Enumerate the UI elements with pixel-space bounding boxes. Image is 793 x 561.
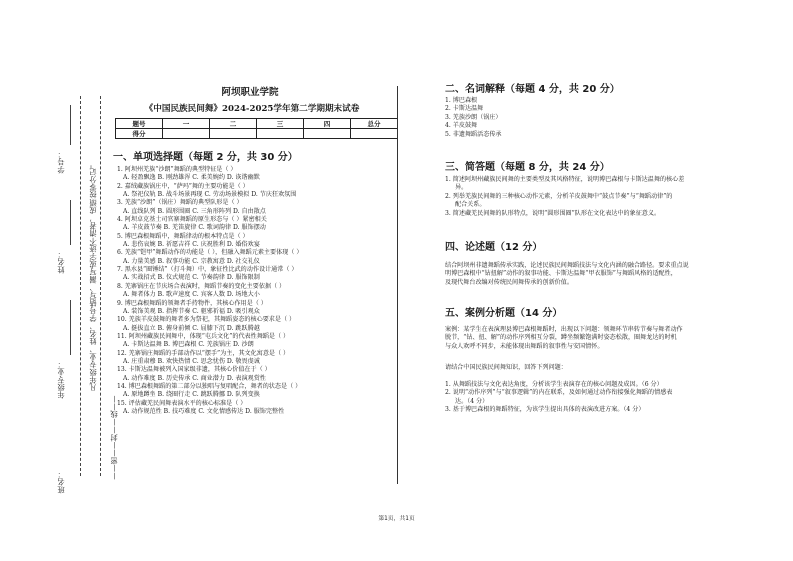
- major-underline: [70, 300, 71, 355]
- score-table-header-row: [116, 119, 398, 129]
- option-line: A. 祭祀仪轨 B. 战斗场景再现 C. 劳动场景模拟 D. 节庆狂欢氛围: [123, 191, 297, 199]
- seal-line-inner: [100, 96, 101, 476]
- seal-line-outer: [80, 96, 81, 476]
- name-underline: [70, 200, 71, 245]
- exam-title: 《中国民族民间舞》2024-2025学年第二学期期末试卷: [144, 104, 360, 114]
- score-cell: 四: [304, 119, 351, 129]
- option-line: A. 轻盈飘逸 B. 刚劲雄浑 C. 柔美婉约 D. 诙谐幽默: [123, 174, 260, 182]
- question-line: 配合关系。: [455, 201, 486, 209]
- score-cell: [163, 129, 210, 139]
- question-line: 7. 黑水县“圈锤结”（打斗舞）中，象征性比武的动作设计通常（ ）: [117, 266, 298, 274]
- question-line: 异。: [455, 184, 468, 192]
- question-line: 11. 阿坝州藏族民间舞中，体现“屯兵文化”的代表性舞蹈是（ ）: [117, 332, 290, 340]
- term-line: 2. 卡斯达温舞: [445, 105, 484, 113]
- section2-title: 二、名词解释（每题 4 分，共 20 分）: [445, 84, 620, 95]
- question-line: 8. 羌寨锅庄在节庆场合表演时，舞蹈节奏的变化主要依据（ ）: [117, 282, 286, 290]
- question-line: 12. 羌寨锅庄舞蹈的手部动作以“摆手”为主，其文化寓意是（ ）: [117, 349, 290, 357]
- option-line: A. 悲伤哀婉 B. 祈愿吉祥 C. 庆祝胜利 D. 婚俗欢宴: [123, 241, 260, 249]
- question-line: 14. 博巴森根舞蹈的第二部分以独唱与复唱配合，舞者的状态是（ ）: [117, 382, 302, 390]
- term-line: 1. 博巴森根: [445, 97, 478, 104]
- score-cell: 二: [210, 119, 257, 129]
- score-cell: [351, 129, 398, 139]
- score-cell: [304, 129, 351, 139]
- score-cell: 三: [257, 119, 304, 129]
- question-line: 2. 说明“动作序列”与“叙事逻辑”的内在联系，及如何通过动作衔接强化舞蹈的情感表: [445, 389, 673, 397]
- option-line: A. 卡斯达温舞 B. 博巴森根 C. 羌族锅庄 D. 沙朗: [123, 341, 254, 349]
- section1-title: 一、单项选择题（每题 2 分，共 30 分）: [113, 152, 298, 163]
- question-line: 6. 羌族“铠甲”舞蹈动作的功能是（ ），但融入舞蹈元素主要体现（ ）: [117, 249, 303, 257]
- question-line: 5. 博巴森根舞蹈中，舞蹈律动的根本特点是（ ）: [117, 232, 249, 240]
- page-number: 第1页，共1页: [378, 516, 415, 522]
- section2-terms: [445, 97, 502, 139]
- question-line: 13. 卡斯达温舞被列入国家级非遗，其核心价值在于（ ）: [117, 366, 271, 374]
- question-line: 1. 阿坝州羌族“沙朗”舞蹈的典型特征是（ ）: [117, 166, 237, 173]
- section4-title: 四、论述题（12 分）: [445, 242, 543, 253]
- question-line: 达。（4 分）: [455, 397, 489, 405]
- question-line: 2. 嘉绒藏族锅庄中，“萨玛”舞的主要功能是（ ）: [117, 182, 249, 190]
- question-line: 9. 博巴森根舞蹈的领舞者手持物件，其核心作用是（ ）: [117, 299, 267, 307]
- score-cell: 题号: [116, 119, 163, 129]
- column-divider: [397, 86, 398, 484]
- section1-questions: [117, 166, 302, 416]
- class-label: 班名：: [56, 470, 65, 494]
- option-line: A. 原地蹲坐 B. 绕圈行走 C. 跳跃腾挪 D. 队列变换: [123, 391, 260, 399]
- section3-title: 三、简答题（每题 8 分，共 24 分）: [445, 162, 610, 173]
- essay-line: 及现代舞台改编对传统民间舞传承的创新价值。: [445, 278, 573, 286]
- question-line: 3. 简述藏羌民间舞的队形特点，说明“圆形围圈”队形在文化表达中的象征意义。: [445, 209, 661, 217]
- question-line: 15. 评估藏羌民间舞表演水平的核心标准是（ ）: [117, 399, 247, 407]
- score-table-score-row: [116, 129, 398, 139]
- term-line: 4. 羊皮鼓舞: [445, 122, 478, 130]
- option-line: A. 挺拔直立 B. 俯身前倾 C. 屈膝下沉 D. 跳跃腾越: [123, 324, 260, 332]
- question-line: 1. 从舞蹈技法与文化表达角度，分析该学生表演存在的核心问题及成因。（6 分）: [445, 381, 663, 388]
- score-cell: [257, 129, 304, 139]
- option-line: A. 动作规范性 B. 技巧难度 C. 文化情感传达 D. 服饰完整性: [123, 407, 285, 415]
- question-line: 2. 列举羌族民间舞的三种核心动作元素，分析羊皮鼓舞中“鼓点节奏”与“舞蹈动律”的: [445, 192, 673, 200]
- case-line: 脱节，“钻、扭、解”的动作序列相互分裂，蹲坐频繁饱满时姿态松散，圈舞龙达的时机: [445, 334, 677, 342]
- section3-questions: [445, 176, 684, 218]
- student-notice: 凡年级专业、姓名、学号错写、漏写或字迹不清者，成绩按零分记。: [88, 160, 97, 391]
- score-cell: 总分: [351, 119, 398, 129]
- option-line: A. 直线队列 B. 圆形围圈 C. 三角形阵列 D. 自由散点: [123, 207, 266, 215]
- term-line: 5. 非遗舞蹈活态传承: [445, 130, 502, 138]
- question-line: 1. 简述阿坝州藏族民间舞的主要类型及其风格特征，说明博巴森根与卡斯达温舞的核心差: [445, 176, 685, 183]
- option-line: A. 羊皮鼓节奏 B. 羌笛旋律 C. 歌词韵律 D. 服饰摆动: [123, 224, 266, 232]
- name-label: 姓名：: [56, 250, 65, 274]
- term-line: 3. 羌族沙朗（锅庄）: [445, 113, 502, 121]
- section5-title: 五、案例分析题（14 分）: [445, 308, 563, 319]
- essay-line: 明博巴森根中“钻扭解”动作的叙事功能、卡斯达温舞“甲衣服饰”与舞蹈风格的适配性，: [445, 270, 677, 278]
- major-label: 年级专业：: [56, 360, 65, 399]
- question-line: 10. 羌族羊皮鼓舞的舞者多为祭祀，其舞蹈姿态的核心要求是（ ）: [117, 316, 296, 324]
- question-line: 3. 基于博巴森根的舞蹈特征，为该学生提出具体的表演改进方案。（4 分）: [445, 406, 645, 414]
- essay-line: 结合阿坝州非遗舞蹈传承实践，论述民族民间舞蹈技法与文化内涵的融合路径。要求重点说: [445, 262, 689, 269]
- question-line: 3. 羌族“沙朗”（锅庄）舞蹈的典型队形是（ ）: [117, 199, 243, 207]
- section5-prompt: 请结合中国民族民间舞知识，回答下列问题：: [445, 364, 567, 371]
- option-line: A. 庄重肃穆 B. 欢快热情 C. 思念忧伤 D. 敬畏虔诚: [123, 357, 260, 365]
- case-line: 与众人欢呼不同步，未能体现出舞蹈的叙事性与安国情怀。: [445, 342, 604, 350]
- seal-line-label: ——密——封——线——: [109, 395, 118, 480]
- score-cell: [210, 129, 257, 139]
- option-line: A. 实战招式 B. 仪式规范 C. 节奏韵律 D. 服饰限制: [123, 274, 260, 282]
- option-line: A. 动作难度 B. 历史传承 C. 商业潜力 D. 表演观赏性: [123, 374, 266, 382]
- score-cell: 一: [163, 119, 210, 129]
- section5-questions: [445, 381, 672, 415]
- option-line: A. 力量美感 B. 叙事功能 C. 宗教寓意 D. 社交礼仪: [123, 257, 260, 265]
- school-name: 阿坝职业学院: [221, 87, 279, 98]
- student-id-label: 学号：: [56, 150, 65, 174]
- question-line: 4. 阿坝卓克基土司官寨舞蹈的原生形态与（ ）紧密相关: [117, 216, 267, 224]
- section5-case: [445, 326, 683, 351]
- option-line: A. 舞者体力 B. 歌声速度 C. 宾客人数 D. 场地大小: [123, 291, 260, 299]
- score-cell: 得分: [116, 129, 163, 139]
- section4-question: [445, 262, 689, 287]
- case-line: 案例：某学生在表演理县博巴森根舞蹈时，出现以下问题：领舞环节串转节奏与舞者动作: [445, 326, 683, 333]
- score-table: [115, 118, 398, 139]
- option-line: A. 装饰美观 B. 指挥节奏 C. 驱邪祈福 D. 吸引观众: [123, 307, 260, 315]
- id-underline: [70, 105, 71, 145]
